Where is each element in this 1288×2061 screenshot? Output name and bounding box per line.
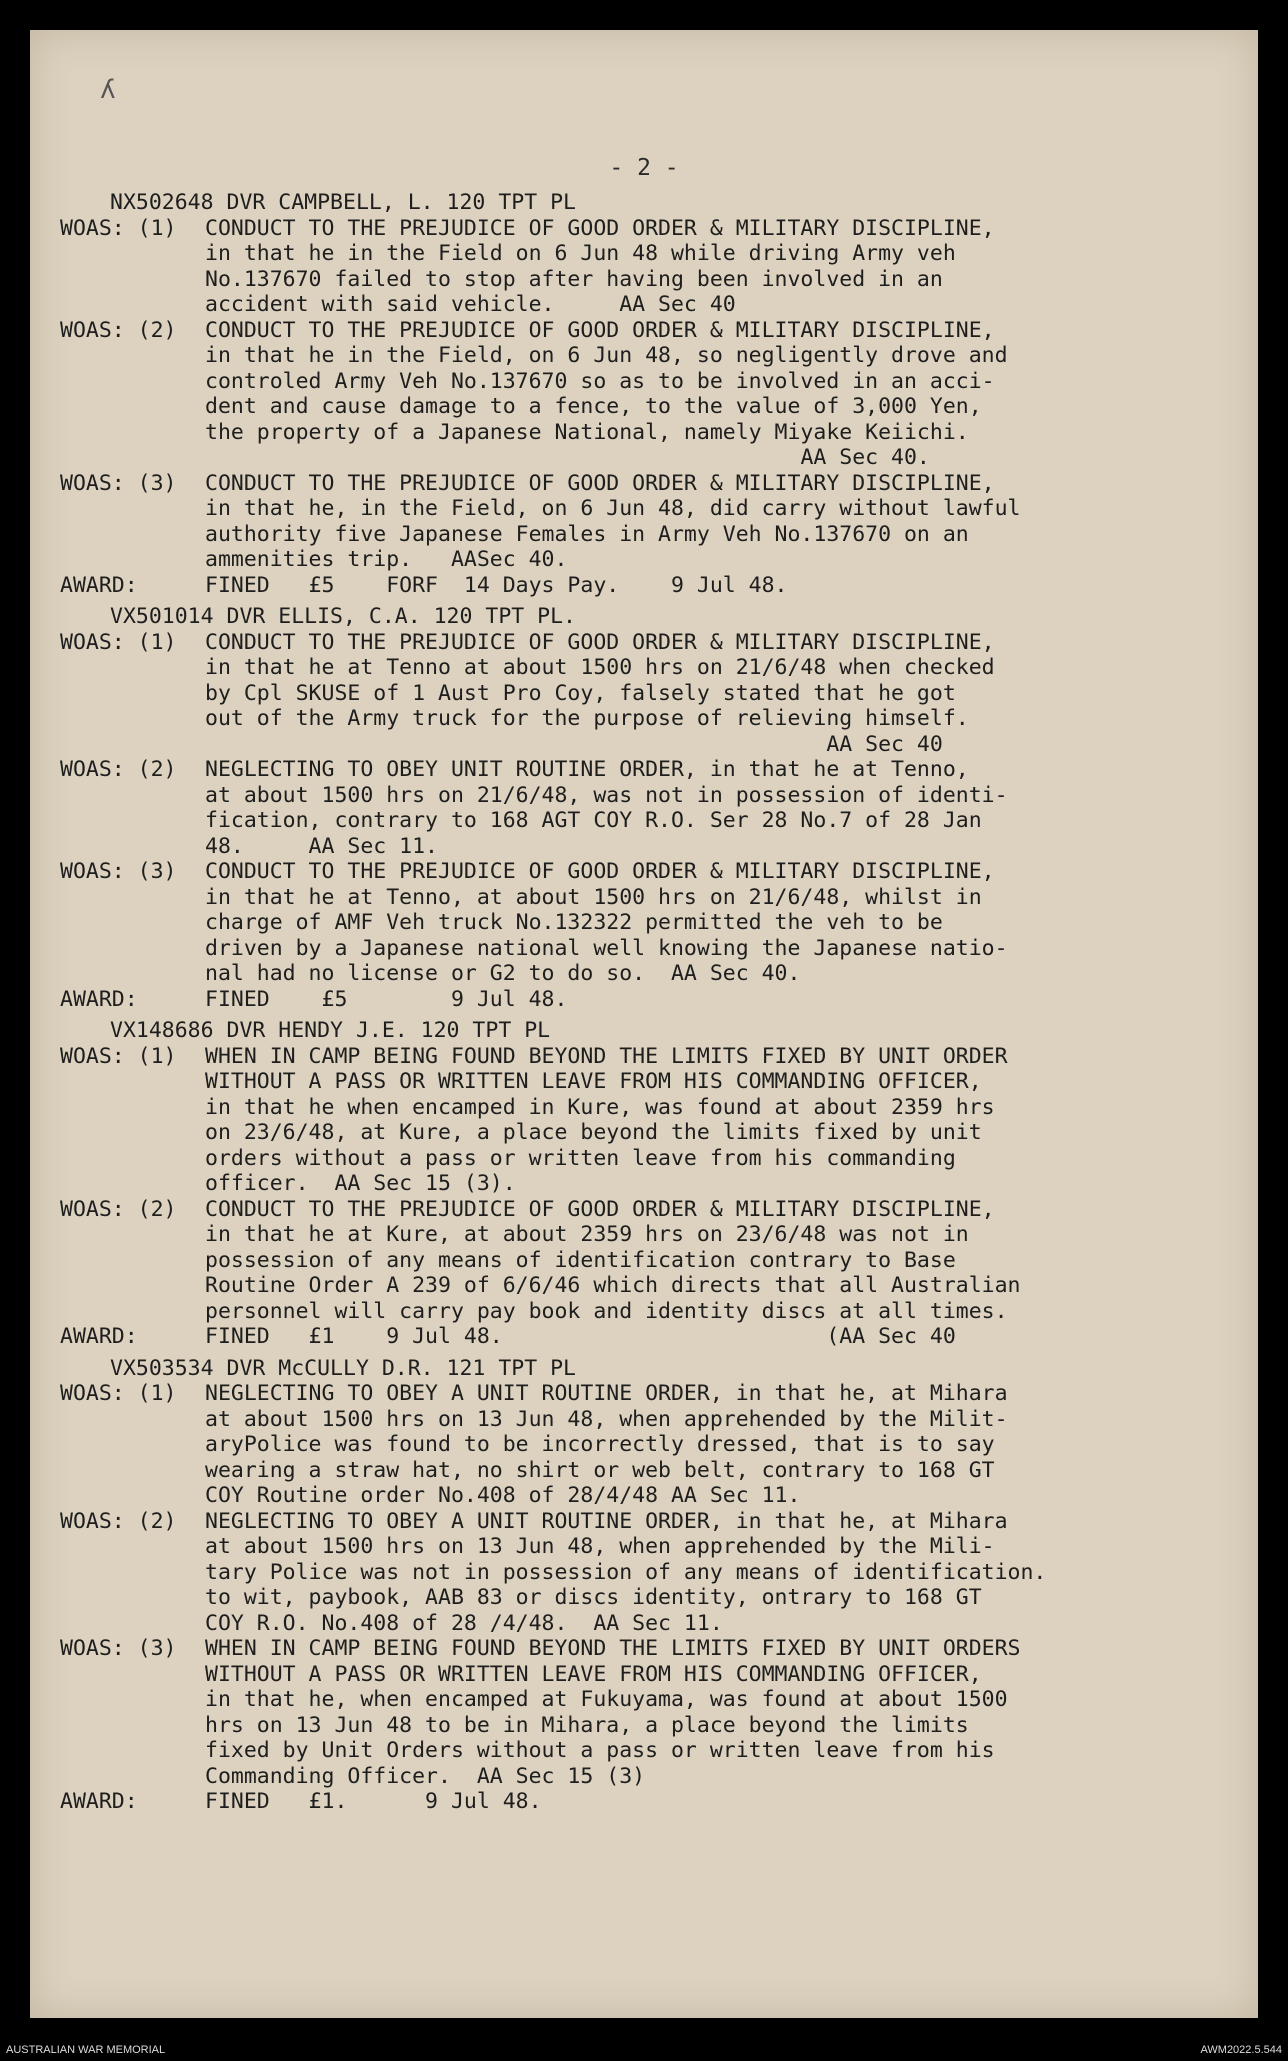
entry-header: NX502648 DVR CAMPBELL, L. 120 TPT PL [110,190,576,215]
charge [60,859,1220,987]
charge [60,1044,1220,1197]
charge-tag: WOAS: (1) [60,215,177,241]
document-page [30,30,1258,2018]
entry-header: VX148686 DVR HENDY J.E. 120 TPT PL [110,1018,551,1043]
footer-institution: AUSTRALIAN WAR MEMORIAL [6,2044,166,2056]
entry [60,1356,1220,1815]
charge-text: WHEN IN CAMP BEING FOUND BEYOND THE LIMITS FIXED BY UNIT ORDER WITHOUT A PASS OR WRITTEN LEAVE FROM HIS COMMANDING OFFICER, in that he when encamped in Kure, was found at about 2359 hrs on 23/6/48, at Kure, a place beyond the limits fixed by unit orders without a pass or written leave from his commanding officer. AA Sec 15 (3). [205,1043,1008,1196]
charge-sheet [60,190,1220,1821]
pencil-mark: ʎ [100,75,116,105]
award-tag: AWARD: [60,1789,138,1814]
award-tag: AWARD: [60,986,138,1012]
page-number: - 2 - [609,155,679,181]
charge-text: CONDUCT TO THE PREJUDICE OF GOOD ORDER & MILITARY DISCIPLINE, in that he in the Field on 6 Jun 48 while driving Army veh No.137670 failed to stop after having been involved in an accident with said vehicle. AA Sec 40 [205,215,995,317]
charge-tag: WOAS: (3) [60,470,177,496]
entry-header: VX501014 DVR ELLIS, C.A. 120 TPT PL. [110,604,576,629]
entry [60,190,1220,598]
award-text: FINED £5 9 Jul 48. [205,986,568,1012]
charge-tag: WOAS: (3) [60,859,177,884]
award [60,987,1220,1013]
award-text: FINED £5 FORF 14 Days Pay. 9 Jul 48. [205,572,788,598]
award [60,1789,1220,1815]
entry [60,604,1220,1012]
charge [60,1509,1220,1637]
entry-header: VX503534 DVR McCULLY D.R. 121 TPT PL [110,1355,576,1381]
footer-reference: AWM2022.5.544 [1200,2044,1282,2056]
award-tag: AWARD: [60,572,138,598]
charge-tag: WOAS: (2) [60,1508,177,1534]
charge-text: NEGLECTING TO OBEY A UNIT ROUTINE ORDER, in that he, at Mihara at about 1500 hrs on 13 Jun 48, when apprehended by the Milit- aryPolice was found to be incorrectly dressed, that is to say wearing a straw hat, no shirt or web belt, contrary to 168 GT COY Routine order No.408 of 28/4/48 AA Sec 11. [205,1381,1008,1508]
charge [60,318,1220,471]
award-text: FINED £1. 9 Jul 48. [205,1789,542,1814]
award-text: FINED £1 9 Jul 48. (AA Sec 40 [205,1324,956,1349]
charge-tag: WOAS: (1) [60,629,177,655]
charge-tag: WOAS: (2) [60,1196,177,1222]
charge [60,216,1220,318]
charge [60,471,1220,573]
award [60,573,1220,599]
charge-text: WHEN IN CAMP BEING FOUND BEYOND THE LIMITS FIXED BY UNIT ORDERS WITHOUT A PASS OR WRITTEN LEAVE FROM HIS COMMANDING OFFICER, in that he, when encamped at Fukuyama, was found at about 1500 hrs on 13 Jun 48 to be in Mihara, a place beyond the limits fixed by Unit Orders without a pass or written leave from his Commanding Officer. AA Sec 15 (3) [205,1636,1021,1789]
charge-text: NEGLECTING TO OBEY A UNIT ROUTINE ORDER, in that he, at Mihara at about 1500 hrs on 13 Jun 48, when apprehended by the Mili- tary Police was not in possession of any means of identification. to wit, paybook, AAB 83 or discs identity, ontrary to 168 GT COY R.O. No.408 of 28 /4/48. AA Sec 11. [205,1508,1047,1636]
charge-text: CONDUCT TO THE PREJUDICE OF GOOD ORDER & MILITARY DISCIPLINE, in that he in the Field, on 6 Jun 48, so negligently drove and controled Army Veh No.137670 so as to be involved in an acci- dent and cause damage to a fence, to the value of 3,000 Yen, the property of a Japanese National, namely Miyake Keiichi. AA Sec 40. [205,317,1008,470]
charge-tag: WOAS: (1) [60,1381,177,1406]
charge-tag: WOAS: (2) [60,757,177,782]
charge-tag: WOAS: (3) [60,1636,177,1661]
charge-text: CONDUCT TO THE PREJUDICE OF GOOD ORDER & MILITARY DISCIPLINE, in that he at Tenno, at about 1500 hrs on 21/6/48, whilst in charge of AMF Veh truck No.132322 permitted the veh to be driven by a Japanese national well knowing the Japanese natio- nal had no license or G2 to do so. AA Sec 40. [205,859,1008,986]
charge-text: CONDUCT TO THE PREJUDICE OF GOOD ORDER & MILITARY DISCIPLINE, in that he at Kure, at about 2359 hrs on 23/6/48 was not in possession of any means of identification contrary to Base Routine Order A 239 of 6/6/46 which directs that all Australian personnel will carry pay book and identity discs at all times. [205,1196,1021,1324]
charge [60,1636,1220,1789]
charge-text: CONDUCT TO THE PREJUDICE OF GOOD ORDER & MILITARY DISCIPLINE, in that he, in the Field, on 6 Jun 48, did carry without lawful authority five Japanese Females in Army Veh No.137670 on an ammenities trip. AASec 40. [205,470,1021,572]
charge [60,1381,1220,1509]
charge-text: NEGLECTING TO OBEY UNIT ROUTINE ORDER, in that he at Tenno, at about 1500 hrs on 21/6/48, was not in possession of identi- fication, contrary to 168 AGT COY R.O. Ser 28 No.7 of 28 Jan 48. AA Sec 11. [205,757,1008,859]
charge [60,757,1220,859]
charge-tag: WOAS: (2) [60,317,177,343]
entry [60,1018,1220,1350]
award-tag: AWARD: [60,1324,138,1349]
archive-footer [0,2040,1288,2061]
award [60,1324,1220,1350]
charge [60,630,1220,758]
charge-tag: WOAS: (1) [60,1043,177,1069]
charge [60,1197,1220,1325]
charge-text: CONDUCT TO THE PREJUDICE OF GOOD ORDER & MILITARY DISCIPLINE, in that he at Tenno at about 1500 hrs on 21/6/48 when checked by Cpl SKUSE of 1 Aust Pro Coy, falsely stated that he got out of the Army truck for the purpose of relieving himself. AA Sec 40 [205,629,995,757]
